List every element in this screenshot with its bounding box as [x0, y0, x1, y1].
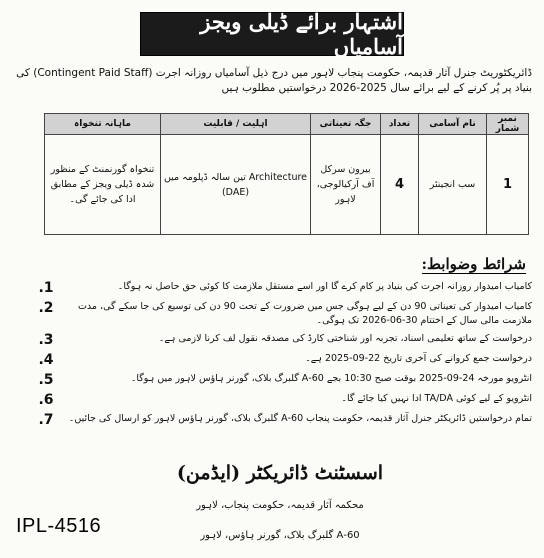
condition-text: درخواست جمع کروانے کی آخری تاریخ 22-09-2025 ہے۔	[305, 353, 532, 364]
list-item	[36, 300, 532, 328]
condition-number: 1.	[38, 280, 54, 296]
conditions-heading: شرائط وضوابط:	[421, 255, 526, 273]
list-item	[36, 280, 532, 296]
list-item	[36, 352, 532, 368]
condition-text: کامیاب امیدوار کی تعیناتی 90 دن کے لیے ہوگی جس میں ضرورت کے تحت 90 دن کی توسیع کی جا سکے گی، مدت ملازمت مالی سال کے اختتام 30-06-2026 تک ہوگی۔	[77, 301, 532, 326]
cell-post-name: سب انجینئر	[419, 135, 487, 235]
header-salary: ماہانہ تنخواہ	[45, 114, 161, 135]
list-item	[36, 412, 532, 428]
list-item	[36, 372, 532, 388]
condition-number: 3.	[38, 332, 54, 348]
cell-salary: تنخواہ گورنمنٹ کے منظور شدہ ڈیلی ویجز کے مطابق ادا کی جائے گی۔	[45, 135, 161, 235]
header-qualification: اہلیت / قابلیت	[161, 114, 311, 135]
condition-number: 6.	[38, 392, 54, 408]
condition-text: درخواست کے ساتھ تعلیمی اسناد، تجربہ اور شناختی کارڈ کی مصدقہ نقول لف کرنا لازمی ہے۔	[158, 333, 532, 344]
header-count: تعداد	[381, 114, 419, 135]
table-row	[45, 135, 529, 235]
cell-sr-no: 1	[487, 135, 529, 235]
signatory-title: اسسٹنٹ ڈائریکٹر (ایڈمن)	[176, 462, 384, 484]
cell-location: بیرون سرکل آف آرکیالوجی، لاہور	[311, 135, 381, 235]
condition-text: کامیاب امیدوار روزانہ اجرت کی بنیاد پر کام کرے گا اور اسے مستقل ملازمت کا کوئی حق حاصل نہ ہوگا۔	[117, 281, 532, 292]
condition-number: 2.	[38, 300, 54, 316]
condition-text: انٹرویو مورخہ 24-09-2025 بوقت صبح 10:30 بجے 60-A گلبرگ بلاک، گورنر ہاؤس لاہور میں ہوگا۔	[130, 373, 532, 384]
header-sr-no: نمبر شمار	[487, 114, 529, 135]
vacancy-table	[44, 113, 529, 235]
ad-title-banner: اشتہار برائے ڈیلی ویجز آسامیاں	[140, 12, 404, 56]
condition-text: تمام درخواستیں ڈائریکٹر جنرل آثار قدیمہ، حکومت پنجاب 60-A گلبرگ بلاک، گورنر ہاؤس لاہور کو ارسال کی جائیں۔	[68, 413, 532, 424]
header-post-name: نام آسامی	[419, 114, 487, 135]
address-line-2: 60-A گلبرگ بلاک، گورنر ہاؤس، لاہور	[200, 530, 360, 541]
condition-text: انٹرویو کے لیے کوئی TA/DA ادا نہیں کیا جائے گا۔	[341, 393, 532, 404]
cell-count: 4	[381, 135, 419, 235]
condition-number: 7.	[38, 412, 54, 428]
header-location: جگہ تعیناتی	[311, 114, 381, 135]
conditions-list	[36, 280, 532, 432]
address-line-1: محکمہ آثار قدیمہ، حکومت پنجاب، لاہور	[196, 500, 364, 511]
list-item	[36, 392, 532, 408]
table-header-row	[45, 114, 529, 135]
intro-paragraph: ڈائریکٹوریٹ جنرل آثار قدیمہ، حکومت پنجاب لاہور میں درج ذیل آسامیاں روزانہ اجرت (Contingent Paid Staff) کی بنیاد پر پُر کرنے کے لیے برائے سال 2025-2026 درخواستیں مطلوب ہیں	[16, 67, 532, 94]
condition-number: 4.	[38, 352, 54, 368]
list-item	[36, 332, 532, 348]
condition-number: 5.	[38, 372, 54, 388]
cell-qualification: Architecture تین سالہ ڈپلومہ میں (DAE)	[161, 135, 311, 235]
ipl-code: IPL-4516	[16, 515, 102, 537]
